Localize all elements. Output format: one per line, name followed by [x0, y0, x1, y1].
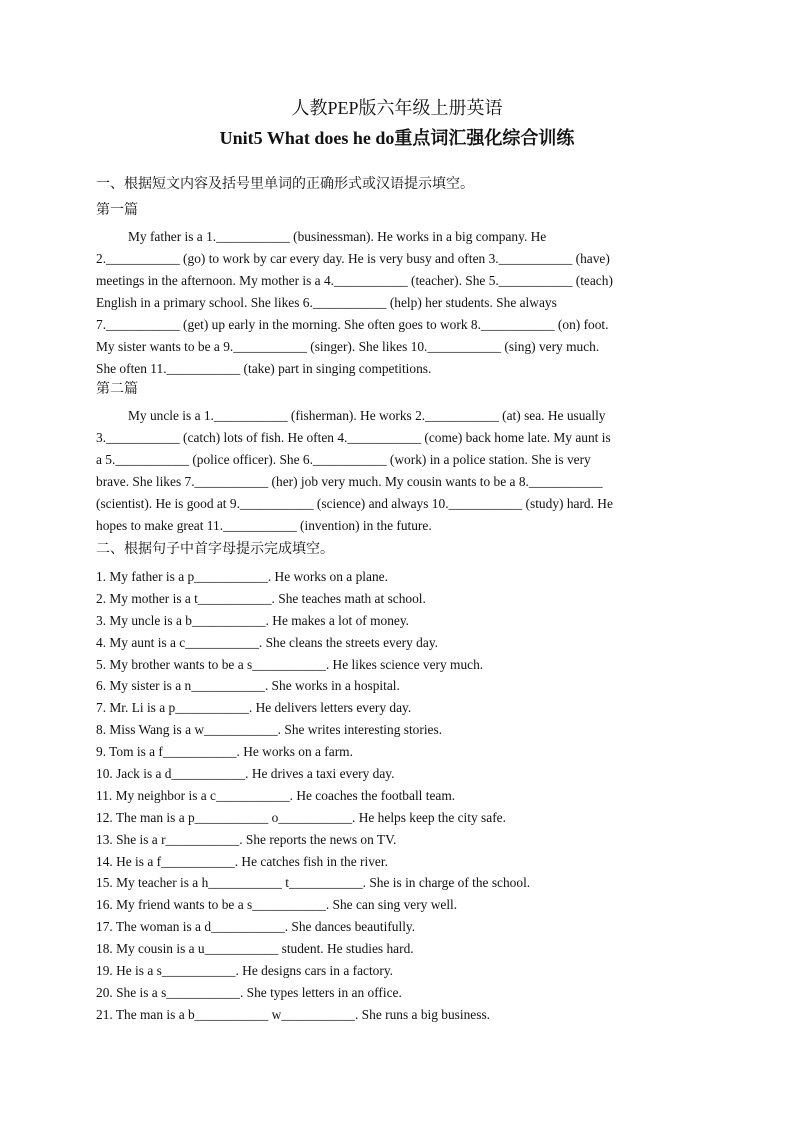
passage-line: 2.___________ (go) to work by car every day. He is very busy and often 3.___________ (have) [96, 251, 610, 266]
question-item: 14. He is a f___________. He catches fish in the river. [96, 853, 388, 869]
page-subtitle: Unit5 What does he do重点词汇强化综合训练 [219, 128, 575, 148]
question-item: 5. My brother wants to be a s___________. He likes science very much. [96, 656, 484, 672]
question-item: 20. She is a s___________. She types letters in an office. [96, 984, 402, 1000]
question-item: 10. Jack is a d___________. He drives a taxi every day. [96, 766, 395, 782]
question-item: 12. The man is a p___________ o___________. He helps keep the city safe. [96, 809, 506, 825]
section1-heading: 一、根据短文内容及括号里单词的正确形式或汉语提示填空。 [96, 177, 474, 192]
question-item: 1. My father is a p___________. He works on a plane. [96, 569, 388, 584]
passage-line: a 5.___________ (police officer). She 6.___________ (work) in a police station. She is very [96, 452, 591, 467]
question-item: 11. My neighbor is a c___________. He coaches the football team. [96, 787, 456, 803]
passage2-text [96, 405, 700, 537]
fill-in-list [96, 566, 696, 1026]
section2-heading: 二、根据句子中首字母提示完成填空。 [96, 542, 334, 557]
passage-line: My uncle is a 1.___________ (fisherman). He works 2.___________ (at) sea. He usually [128, 408, 606, 423]
passage-line: English in a primary school. She likes 6.___________ (help) her students. She always [96, 295, 557, 310]
question-item: 15. My teacher is a h___________ t___________. She is in charge of the school. [96, 875, 531, 891]
question-item: 2. My mother is a t___________. She teaches math at school. [96, 590, 426, 606]
question-item: 16. My friend wants to be a s___________. She can sing very well. [96, 897, 458, 913]
question-item: 6. My sister is a n___________. She works in a hospital. [96, 678, 400, 694]
passage2-label: 第二篇 [96, 382, 138, 397]
passage-line: (scientist). He is good at 9.___________ (science) and always 10.___________ (study) hard. He [96, 496, 613, 511]
passage-line: brave. She likes 7.___________ (her) job very much. My cousin wants to be a 8.___________ [96, 474, 603, 489]
question-item: 4. My aunt is a c___________. She cleans the streets every day. [96, 634, 438, 650]
question-item: 18. My cousin is a u___________ student. He studies hard. [96, 941, 414, 957]
question-item: 3. My uncle is a b___________. He makes a lot of money. [96, 612, 410, 628]
question-item: 8. Miss Wang is a w___________. She writes interesting stories. [96, 722, 443, 738]
passage-line: hopes to make great 11.___________ (invention) in the future. [96, 518, 432, 533]
passage1-text [96, 226, 700, 380]
passage1-label: 第一篇 [96, 203, 138, 218]
question-item: 19. He is a s___________. He designs cars in a factory. [96, 963, 394, 979]
passage-line: meetings in the afternoon. My mother is a 4.___________ (teacher). She 5.___________ (teach) [96, 273, 613, 288]
question-item: 9. Tom is a f___________. He works on a farm. [96, 744, 353, 760]
question-item: 7. Mr. Li is a p___________. He delivers letters every day. [96, 700, 412, 716]
passage-line: My sister wants to be a 9.___________ (singer). She likes 10.___________ (sing) very much. [96, 339, 600, 354]
question-item: 21. The man is a b___________ w___________. She runs a big business. [96, 1006, 491, 1022]
passage-line: 7.___________ (get) up early in the morning. She often goes to work 8.___________ (on) foot. [96, 317, 609, 332]
passage-line: 3.___________ (catch) lots of fish. He often 4.___________ (come) back home late. My aunt is [96, 430, 611, 445]
question-item: 17. The woman is a d___________. She dances beautifully. [96, 919, 416, 935]
passage-line: My father is a 1.___________ (businessman). He works in a big company. He [128, 229, 547, 244]
page-title: 人教PEP版六年级上册英语 [291, 98, 503, 118]
passage-line: She often 11.___________ (take) part in singing competitions. [96, 361, 432, 376]
question-item: 13. She is a r___________. She reports the news on TV. [96, 831, 397, 847]
